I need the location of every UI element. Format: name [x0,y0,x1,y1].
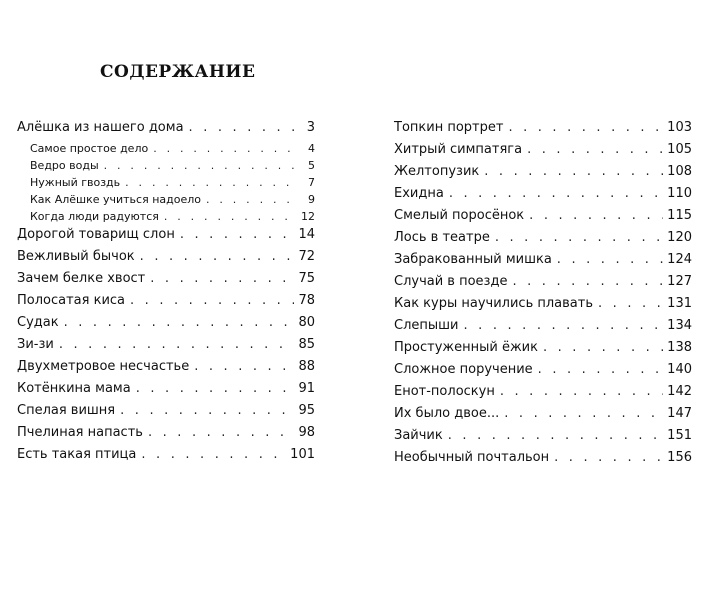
toc-entry [394,428,692,450]
toc-entry [17,381,315,403]
toc-page-number: 95 [298,403,315,418]
toc-page-number: 75 [298,271,315,286]
toc-entry-title: Простуженный ёжик [394,340,538,355]
toc-page-number: 138 [667,340,692,355]
toc-entry-title: Ведро воды [30,159,99,172]
toc-page-number: 151 [667,428,692,443]
toc-page-number: 85 [298,337,315,352]
dot-leader [449,186,663,201]
dot-leader [495,230,663,245]
toc-page-number: 115 [667,208,692,223]
toc-entry-title: Сложное поручение [394,362,533,377]
toc-entry [394,252,692,274]
dot-leader [141,447,286,462]
toc-right-column [394,120,692,472]
toc-page-number: 88 [298,359,315,374]
toc-page-number: 110 [667,186,692,201]
toc-entry-title: Алёшка из нашего дома [17,120,184,135]
toc-entry-title: Ехидна [394,186,444,201]
toc-page-number: 142 [667,384,692,399]
toc-entry [394,208,692,230]
toc-entry-title: Судак [17,315,59,330]
toc-page-number: 12 [301,210,315,223]
toc-entry [17,249,315,271]
dot-leader [130,293,294,308]
toc-page-number: 9 [308,193,315,206]
dot-leader [164,210,297,223]
dot-leader [538,362,664,377]
dot-leader [104,159,297,172]
dot-leader [120,403,294,418]
toc-page-number: 91 [298,381,315,396]
dot-leader [206,193,297,206]
toc-page-number: 78 [298,293,315,308]
toc-entry [394,274,692,296]
toc-page-number: 7 [308,176,315,189]
toc-page-number: 5 [308,159,315,172]
toc-entry-title: Двухметровое несчастье [17,359,190,374]
dot-leader [59,337,295,352]
dot-leader [464,318,664,333]
toc-entry-title: Лось в театре [394,230,490,245]
toc-page-number: 124 [667,252,692,267]
toc-left-column [17,120,315,469]
toc-page-number: 131 [667,296,692,311]
toc-entry-title: Дорогой товарищ слон [17,227,175,242]
toc-subentry [17,193,315,210]
toc-page-number: 3 [306,120,315,135]
dot-leader [598,296,663,311]
page-title: СОДЕРЖАНИЕ [100,62,256,82]
toc-entry-title: Спелая вишня [17,403,116,418]
toc-entry [17,403,315,425]
dot-leader [140,249,295,264]
toc-entry [394,362,692,384]
toc-entry-title: Когда люди радуются [30,210,159,223]
toc-page-number: 103 [667,120,692,135]
dot-leader [508,120,663,135]
toc-entry-title: Слепыши [394,318,459,333]
dot-leader [504,406,663,421]
toc-entry [394,296,692,318]
toc-page-number: 156 [667,450,692,465]
toc-entry [17,120,315,142]
dot-leader [448,428,663,443]
toc-entry-title: Котёнкина мама [17,381,131,396]
toc-page-number: 120 [667,230,692,245]
dot-leader [543,340,663,355]
toc-entry-title: Как Алёшке учиться надоело [30,193,201,206]
toc-entry-title: Вежливый бычок [17,249,135,264]
toc-entry [17,337,315,359]
dot-leader [554,450,663,465]
toc-entry [394,120,692,142]
toc-entry-title: Зачем белке хвост [17,271,146,286]
dot-leader [500,384,663,399]
toc-page-number: 147 [667,406,692,421]
dot-leader [136,381,295,396]
toc-subentry [17,176,315,193]
toc-entry [17,293,315,315]
toc-entry-title: Енот-полоскун [394,384,495,399]
dot-leader [64,315,295,330]
toc-entry-title: Необычный почтальон [394,450,550,465]
dot-leader [125,176,297,189]
toc-page-number: 101 [290,447,315,462]
toc-entry [394,142,692,164]
toc-entry-title: Нужный гвоздь [30,176,121,189]
toc-entry-title: Хитрый симпатяга [394,142,523,157]
toc-page-number: 105 [667,142,692,157]
dot-leader [180,227,295,242]
toc-entry [394,450,692,472]
dot-leader [150,271,294,286]
toc-page-number: 140 [667,362,692,377]
toc-page-number: 80 [298,315,315,330]
dot-leader [557,252,663,267]
toc-entry-title: Топкин портрет [394,120,504,135]
toc-entry-title: Случай в поезде [394,274,508,289]
toc-entry [17,315,315,337]
toc-entry [394,384,692,406]
toc-page-number: 127 [667,274,692,289]
toc-entry [394,318,692,340]
toc-entry-title: Есть такая птица [17,447,137,462]
toc-entry [394,186,692,208]
toc-entry-title: Зи-зи [17,337,54,352]
toc-entry [17,425,315,447]
toc-page-number: 134 [667,318,692,333]
toc-entry-title: Желтопузик [394,164,480,179]
toc-entry-title: Забракованный мишка [394,252,552,267]
toc-page-number: 72 [298,249,315,264]
dot-leader [189,120,297,135]
toc-entry [394,164,692,186]
toc-entry-title: Самое простое дело [30,142,149,155]
dot-leader [148,425,295,440]
toc-page-number: 4 [308,142,315,155]
toc-entry [17,227,315,249]
toc-subentry [17,142,315,159]
toc-entry [17,447,315,469]
toc-entry-title: Как куры научились плавать [394,296,593,311]
toc-entry-title: Пчелиная напасть [17,425,143,440]
dot-leader [527,142,663,157]
toc-subentry [17,159,315,176]
dot-leader [484,164,663,179]
toc-entry [394,340,692,362]
toc-entry [394,406,692,428]
toc-entry [394,230,692,252]
dot-leader [194,359,294,374]
dot-leader [153,142,297,155]
toc-entry-title: Полосатая киса [17,293,126,308]
toc-entry [17,359,315,381]
dot-leader [512,274,663,289]
toc-page-number: 108 [667,164,692,179]
toc-page-number: 98 [298,425,315,440]
toc-entry [17,271,315,293]
toc-subentry [17,210,315,227]
toc-entry-title: Их было двое... [394,406,500,421]
toc-entry-title: Смелый поросёнок [394,208,525,223]
dot-leader [529,208,663,223]
toc-entry-title: Зайчик [394,428,443,443]
toc-page-number: 14 [298,227,315,242]
